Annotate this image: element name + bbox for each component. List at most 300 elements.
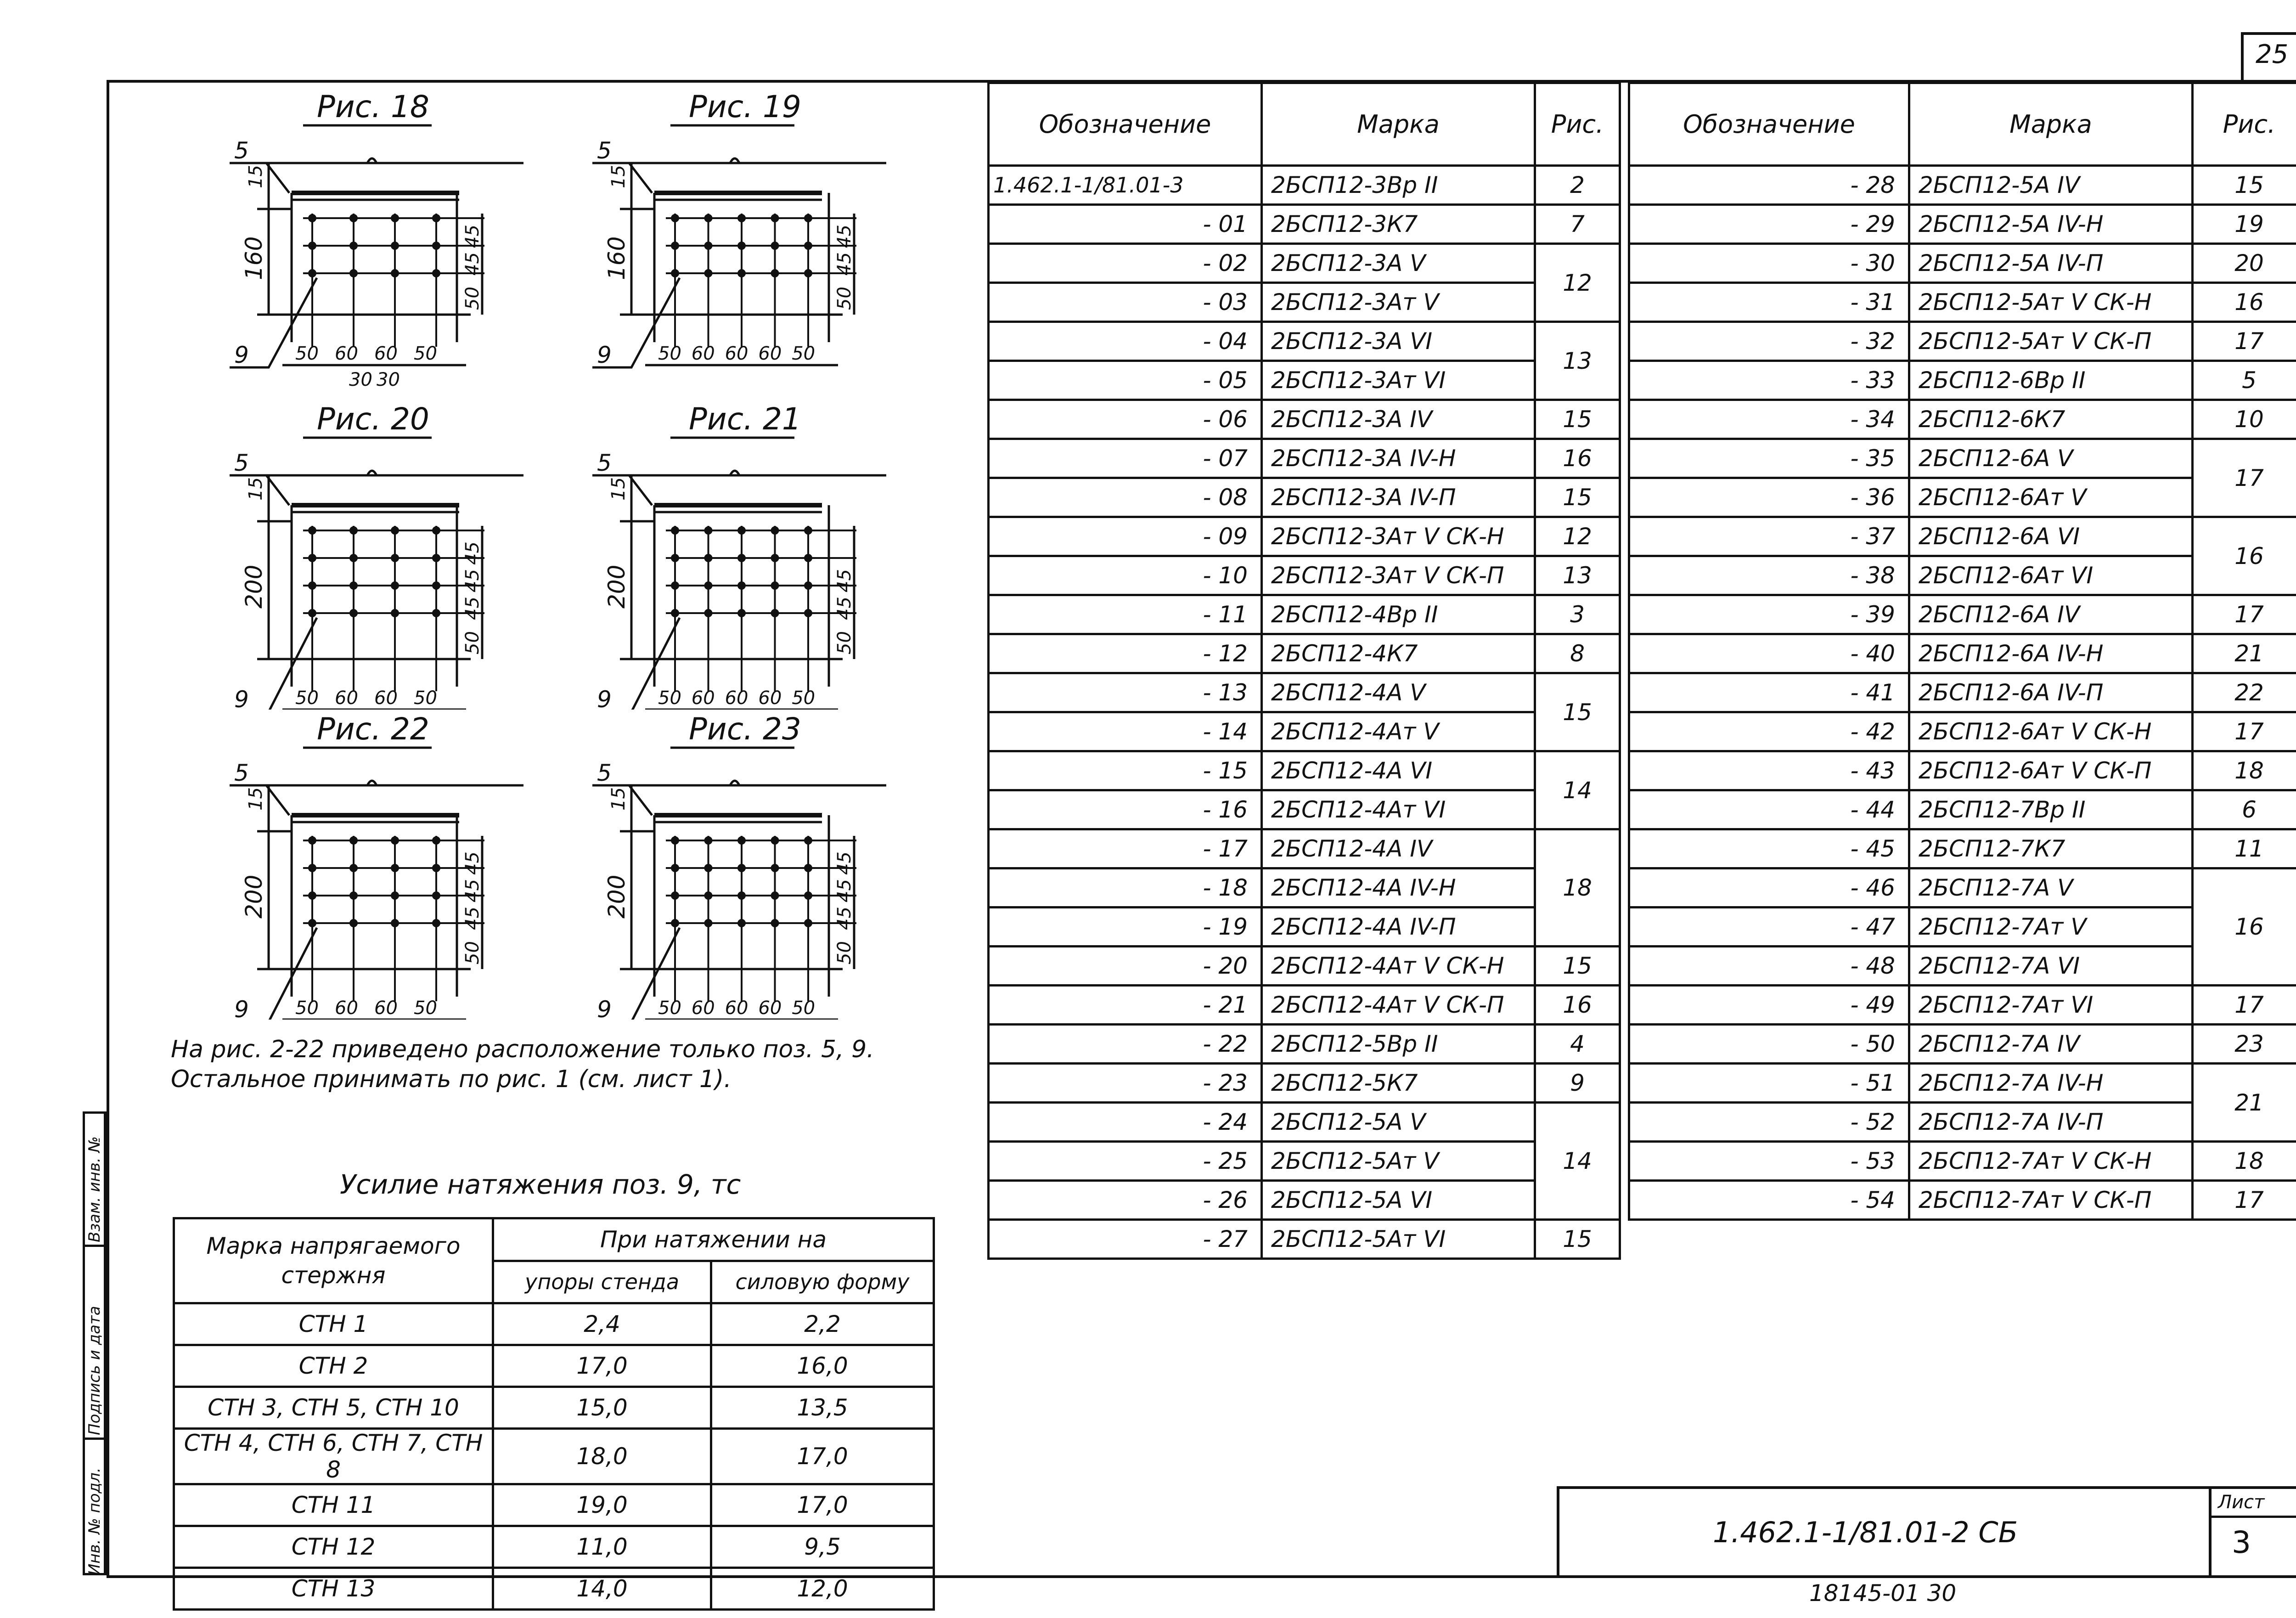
dim-bottom-value: 60: [725, 688, 748, 709]
force-cell-mark: СТН 12: [174, 1526, 493, 1568]
fig-cell: 16: [2193, 283, 2296, 322]
table-row: [989, 205, 1620, 244]
designation-cell: - 26: [989, 1181, 1262, 1220]
designation-cell: - 10: [989, 556, 1262, 595]
mark-cell: 2БСП12-6Ат VI: [1909, 556, 2193, 595]
designation-cell: - 40: [1629, 634, 1909, 673]
figure-title: Рис. 21: [689, 406, 801, 437]
designation-cell: - 14: [989, 712, 1262, 751]
dim-left-main: 160: [603, 236, 630, 280]
mark-cell: 2БСП12-5А IV: [1909, 166, 2193, 205]
force-cell-b: 13,5: [711, 1387, 934, 1429]
force-header-stand: упоры стенда: [493, 1261, 711, 1303]
designation-cell: - 33: [1629, 361, 1909, 400]
fig-cell: 16: [2193, 517, 2296, 595]
pos-label-top: 5: [234, 450, 249, 476]
pos-label-bottom: 9: [234, 686, 249, 710]
force-row: [174, 1303, 934, 1345]
fig-cell: 13: [1535, 556, 1620, 595]
force-cell-mark: СТН 3, СТН 5, СТН 10: [174, 1387, 493, 1429]
table-row: [1629, 790, 2296, 829]
fig-cell: 10: [2193, 400, 2296, 439]
mark-cell: 2БСП12-3А VI: [1262, 322, 1535, 361]
dim-bottom-value: 60: [374, 998, 398, 1019]
mark-cell: 2БСП12-5А V: [1262, 1103, 1535, 1142]
fig-cell: 21: [2193, 634, 2296, 673]
pos-label-bottom: 9: [597, 996, 612, 1020]
force-cell-mark: СТН 4, СТН 6, СТН 7, СТН 8: [174, 1429, 493, 1484]
designation-cell: - 09: [989, 517, 1262, 556]
mark-cell: 2БСП12-4А V: [1262, 673, 1535, 712]
fig-cell: 17: [2193, 322, 2296, 361]
force-cell-a: 17,0: [493, 1345, 711, 1387]
designation-cell: - 36: [1629, 478, 1909, 517]
designation-cell: - 23: [989, 1064, 1262, 1103]
table-row: [1629, 1181, 2296, 1220]
side-stamp-div2: [83, 1245, 107, 1247]
fig-cell: 2: [1535, 166, 1620, 205]
table-row: [989, 361, 1620, 400]
fig-cell: 22: [2193, 673, 2296, 712]
table-row: [989, 1103, 1620, 1142]
dim-bottom-value: 60: [374, 343, 398, 364]
dim-right-value: 45: [462, 597, 483, 620]
pos-label-bottom: 9: [597, 342, 612, 368]
fig-cell: 14: [1535, 1103, 1620, 1220]
table-row: [989, 986, 1620, 1025]
table-row: [989, 1064, 1620, 1103]
force-row: [174, 1429, 934, 1484]
mark-cell: 2БСП12-5А IV-П: [1909, 244, 2193, 283]
designation-cell: - 08: [989, 478, 1262, 517]
designation-cell: - 03: [989, 283, 1262, 322]
designation-cell: - 47: [1629, 908, 1909, 947]
table-row: [989, 283, 1620, 322]
mark-cell: 2БСП12-5Ат V: [1262, 1142, 1535, 1181]
force-header-mark: Марка напрягаемого стержня: [174, 1218, 493, 1303]
mark-cell: 2БСП12-7А IV-П: [1909, 1103, 2193, 1142]
fig-cell: 15: [1535, 673, 1620, 751]
designation-cell: - 46: [1629, 868, 1909, 908]
designation-cell: - 13: [989, 673, 1262, 712]
table-row: [1629, 986, 2296, 1025]
force-cell-a: 18,0: [493, 1429, 711, 1484]
mark-cell: 2БСП12-7К7: [1909, 829, 2193, 868]
mark-cell: 2БСП12-6Ат V СК-П: [1909, 751, 2193, 790]
main-table-left: [987, 82, 1621, 1260]
designation-cell: - 02: [989, 244, 1262, 283]
table-row: [1629, 439, 2296, 478]
mark-cell: 2БСП12-6А V: [1909, 439, 2193, 478]
designation-cell: - 37: [1629, 517, 1909, 556]
dim-right-value: 50: [834, 287, 855, 310]
force-cell-mark: СТН 11: [174, 1484, 493, 1526]
dim-bottom-value: 50: [295, 998, 319, 1019]
dim-bottom-value: 60: [335, 998, 358, 1019]
fig-cell: 11: [2193, 829, 2296, 868]
force-cell-a: 19,0: [493, 1484, 711, 1526]
side-stamp-bar: [104, 1111, 107, 1575]
designation-cell: - 25: [989, 1142, 1262, 1181]
designation-cell: - 49: [1629, 986, 1909, 1025]
mark-cell: 2БСП12-4К7: [1262, 634, 1535, 673]
designation-cell: - 29: [1629, 205, 1909, 244]
mark-cell: 2БСП12-6Ат V: [1909, 478, 2193, 517]
fig-cell: 7: [1535, 205, 1620, 244]
designation-cell: - 53: [1629, 1142, 1909, 1181]
figure-title: Рис. 18: [317, 94, 429, 124]
table-row: [989, 556, 1620, 595]
frame-left: [107, 80, 109, 1578]
force-cell-a: 11,0: [493, 1526, 711, 1568]
figure-6: [537, 716, 886, 1020]
dim-bottom-value: 60: [758, 343, 782, 364]
designation-cell: - 24: [989, 1103, 1262, 1142]
main-table-right: [1628, 82, 2296, 1221]
designation-cell: - 06: [989, 400, 1262, 439]
force-cell-a: 15,0: [493, 1387, 711, 1429]
fig-cell: 16: [2193, 868, 2296, 986]
dim-bottom-value: 60: [725, 998, 748, 1019]
fig-cell: 13: [1535, 322, 1620, 400]
dim-right-value: 45: [834, 879, 855, 902]
fig-cell: 17: [2193, 595, 2296, 634]
table-row: [1629, 595, 2296, 634]
fig-cell: 5: [2193, 361, 2296, 400]
mark-cell: 2БСП12-3Вр II: [1262, 166, 1535, 205]
designation-cell: - 39: [1629, 595, 1909, 634]
dim-right-value: 50: [834, 941, 855, 964]
dim-left-15: 15: [245, 477, 266, 501]
dim-left-main: 200: [241, 564, 267, 609]
pos-label-bottom: 9: [234, 342, 249, 368]
fig-cell: 9: [1535, 1064, 1620, 1103]
mark-cell: 2БСП12-3Ат VI: [1262, 361, 1535, 400]
fig-cell: 15: [1535, 400, 1620, 439]
dim-right-value: 45: [834, 225, 855, 248]
figure-5: [174, 716, 523, 1020]
mark-cell: 2БСП12-5А IV-Н: [1909, 205, 2193, 244]
mark-cell: 2БСП12-3Ат V СК-П: [1262, 556, 1535, 595]
mark-cell: 2БСП12-3А IV-П: [1262, 478, 1535, 517]
designation-cell: - 22: [989, 1025, 1262, 1064]
designation-cell: - 35: [1629, 439, 1909, 478]
force-row: [174, 1484, 934, 1526]
title-block-divider: [2209, 1486, 2212, 1578]
table-row: [989, 908, 1620, 947]
table-row: [1629, 400, 2296, 439]
header-fig-2: Рис.: [2193, 83, 2296, 166]
table-row: [989, 322, 1620, 361]
dim-bottom-value: 50: [414, 343, 437, 364]
force-cell-mark: СТН 1: [174, 1303, 493, 1345]
fig-cell: 15: [1535, 1220, 1620, 1259]
pos-label-top: 5: [597, 137, 612, 164]
dim-left-main: 160: [241, 236, 267, 280]
dim-bottom-value: 60: [691, 998, 715, 1019]
dim-right-value: 50: [834, 631, 855, 654]
force-cell-b: 2,2: [711, 1303, 934, 1345]
mark-cell: 2БСП12-7Ат V СК-П: [1909, 1181, 2193, 1220]
header-mark: Марка: [1262, 83, 1535, 166]
force-cell-a: 14,0: [493, 1568, 711, 1610]
designation-cell: - 05: [989, 361, 1262, 400]
dim-bottom-value: 50: [792, 998, 816, 1019]
mark-cell: 2БСП12-4А IV: [1262, 829, 1535, 868]
mark-cell: 2БСП12-6А IV: [1909, 595, 2193, 634]
dim-right-value: 45: [834, 252, 855, 276]
dim-right-value: 45: [462, 225, 483, 248]
dim-right-value: 45: [834, 569, 855, 592]
dim-right-value: 45: [462, 851, 483, 875]
dim-left-main: 200: [241, 874, 267, 919]
mark-cell: 2БСП12-3А V: [1262, 244, 1535, 283]
fig-cell: 19: [2193, 205, 2296, 244]
dim-bottom-value: 60: [374, 688, 398, 709]
dim-bottom2-value: 30: [377, 369, 400, 390]
side-stamp-label-2: Подпись и дата: [85, 1306, 104, 1435]
mark-cell: 2БСП12-7А IV: [1909, 1025, 2193, 1064]
fig-cell: 15: [2193, 166, 2296, 205]
designation-cell: - 12: [989, 634, 1262, 673]
mark-cell: 2БСП12-5Вр II: [1262, 1025, 1535, 1064]
table-row: [989, 790, 1620, 829]
dim-bottom2-value: 30: [349, 369, 372, 390]
designation-cell: - 44: [1629, 790, 1909, 829]
table-row: [1629, 1064, 2296, 1103]
table-row: [1629, 205, 2296, 244]
designation-cell: - 54: [1629, 1181, 1909, 1220]
fig-cell: 18: [2193, 751, 2296, 790]
table-row: [1629, 751, 2296, 790]
corner-number: 25: [2256, 39, 2289, 69]
dim-right-value: 45: [834, 907, 855, 930]
designation-cell: - 20: [989, 947, 1262, 986]
pos-label-top: 5: [597, 760, 612, 786]
fig-cell: 6: [2193, 790, 2296, 829]
force-row: [174, 1387, 934, 1429]
table-row: [1629, 361, 2296, 400]
designation-cell: - 34: [1629, 400, 1909, 439]
dim-left-main: 200: [603, 564, 630, 609]
dim-left-main: 200: [603, 874, 630, 919]
dim-bottom-value: 60: [335, 343, 358, 364]
table-row: [989, 634, 1620, 673]
title-block-code: 1.462.1-1/81.01-2 СБ: [1713, 1516, 2018, 1549]
dim-bottom-value: 60: [335, 688, 358, 709]
header-designation: Обозначение: [989, 83, 1262, 166]
dim-right-value: 45: [462, 907, 483, 930]
table-row: [989, 1142, 1620, 1181]
dim-right-value: 45: [834, 597, 855, 620]
table-row: [1629, 829, 2296, 868]
mark-cell: 2БСП12-5К7: [1262, 1064, 1535, 1103]
side-stamp-label-3: Взам. инв. №: [85, 1136, 104, 1242]
mark-cell: 2БСП12-7А V: [1909, 868, 2193, 908]
pos-label-top: 5: [234, 760, 249, 786]
designation-cell: - 07: [989, 439, 1262, 478]
designation-cell: - 41: [1629, 673, 1909, 712]
force-cell-b: 12,0: [711, 1568, 934, 1610]
table-row: [1629, 1142, 2296, 1181]
table-row: [989, 478, 1620, 517]
dim-bottom-value: 60: [725, 343, 748, 364]
fig-cell: 12: [1535, 244, 1620, 322]
table-row: [989, 595, 1620, 634]
mark-cell: 2БСП12-6А IV-Н: [1909, 634, 2193, 673]
note-line-1: На рис. 2-22 приведено расположение только поз. 5, 9.: [171, 1036, 874, 1063]
mark-cell: 2БСП12-7Ат VI: [1909, 986, 2193, 1025]
mark-cell: 2БСП12-3А IV-Н: [1262, 439, 1535, 478]
fig-cell: 18: [1535, 829, 1620, 947]
mark-cell: 2БСП12-7Ат V: [1909, 908, 2193, 947]
dim-left-15: 15: [608, 787, 629, 811]
table-row: [989, 1025, 1620, 1064]
side-stamp-label-1: Инв. № подл.: [85, 1467, 104, 1575]
fig-cell: 17: [2193, 712, 2296, 751]
mark-cell: 2БСП12-6А IV-П: [1909, 673, 2193, 712]
designation-cell: - 45: [1629, 829, 1909, 868]
dim-bottom-value: 50: [295, 688, 319, 709]
fig-cell: 3: [1535, 595, 1620, 634]
dim-bottom-value: 50: [414, 998, 437, 1019]
mark-cell: 2БСП12-3Ат V СК-Н: [1262, 517, 1535, 556]
figure-3: [174, 406, 523, 710]
mark-cell: 2БСП12-7Вр II: [1909, 790, 2193, 829]
mark-cell: 2БСП12-7А VI: [1909, 947, 2193, 986]
fig-cell: 21: [2193, 1064, 2296, 1142]
force-row: [174, 1345, 934, 1387]
dim-left-15: 15: [245, 165, 266, 188]
force-cell-b: 17,0: [711, 1429, 934, 1484]
mark-cell: 2БСП12-4А VI: [1262, 751, 1535, 790]
table-row: [1629, 634, 2296, 673]
designation-cell: - 19: [989, 908, 1262, 947]
force-header-form: силовую форму: [711, 1261, 934, 1303]
designation-cell: - 17: [989, 829, 1262, 868]
header-mark-2: Марка: [1909, 83, 2193, 166]
dim-bottom-value: 50: [658, 998, 681, 1019]
figure-1: [174, 94, 523, 397]
mark-cell: 2БСП12-4Вр II: [1262, 595, 1535, 634]
dim-right-value: 50: [462, 941, 483, 964]
designation-cell: - 11: [989, 595, 1262, 634]
fig-cell: 17: [2193, 439, 2296, 517]
fig-cell: 17: [2193, 1181, 2296, 1220]
designation-cell: - 28: [1629, 166, 1909, 205]
table-row: [989, 439, 1620, 478]
figure-title: Рис. 23: [689, 716, 801, 747]
table-row: [989, 400, 1620, 439]
mark-cell: 2БСП12-6Ат V СК-Н: [1909, 712, 2193, 751]
designation-cell: - 51: [1629, 1064, 1909, 1103]
table-row: [1629, 868, 2296, 908]
mark-cell: 2БСП12-4А IV-Н: [1262, 868, 1535, 908]
dim-left-15: 15: [608, 165, 629, 188]
mark-cell: 2БСП12-6А VI: [1909, 517, 2193, 556]
table-row: [1629, 283, 2296, 322]
designation-cell: 1.462.1-1/81.01-3: [989, 166, 1262, 205]
header-fig: Рис.: [1535, 83, 1620, 166]
force-table-title: Усилие натяжения поз. 9, тс: [340, 1169, 741, 1200]
fig-cell: 4: [1535, 1025, 1620, 1064]
designation-cell: - 18: [989, 868, 1262, 908]
figure-title: Рис. 20: [317, 406, 429, 437]
fig-cell: 18: [2193, 1142, 2296, 1181]
mark-cell: 2БСП12-7А IV-Н: [1909, 1064, 2193, 1103]
dim-bottom-value: 50: [414, 688, 437, 709]
title-block-sheet-label: Лист: [2218, 1492, 2265, 1513]
fig-cell: 15: [1535, 478, 1620, 517]
mark-cell: 2БСП12-7Ат V СК-Н: [1909, 1142, 2193, 1181]
fig-cell: 23: [2193, 1025, 2296, 1064]
designation-cell: - 32: [1629, 322, 1909, 361]
side-stamp-div1: [83, 1438, 107, 1440]
title-block-sheet-number: 3: [2232, 1525, 2251, 1560]
dim-right-value: 45: [462, 252, 483, 276]
dim-right-value: 50: [462, 631, 483, 654]
pos-label-top: 5: [597, 450, 612, 476]
note-line-2: Остальное принимать по рис. 1 (см. лист 1).: [171, 1066, 732, 1093]
mark-cell: 2БСП12-4А IV-П: [1262, 908, 1535, 947]
mark-cell: 2БСП12-4Ат VI: [1262, 790, 1535, 829]
dim-bottom-value: 50: [792, 343, 816, 364]
pos-label-bottom: 9: [597, 686, 612, 710]
table-row: [989, 947, 1620, 986]
table-row: [989, 1220, 1620, 1259]
mark-cell: 2БСП12-4Ат V: [1262, 712, 1535, 751]
table-row: [989, 829, 1620, 868]
mark-cell: 2БСП12-6К7: [1909, 400, 2193, 439]
dim-bottom-value: 60: [758, 688, 782, 709]
force-cell-mark: СТН 2: [174, 1345, 493, 1387]
force-cell-a: 2,4: [493, 1303, 711, 1345]
table-row: [989, 1181, 1620, 1220]
mark-cell: 2БСП12-4Ат V СК-П: [1262, 986, 1535, 1025]
force-cell-b: 9,5: [711, 1526, 934, 1568]
dim-bottom-value: 50: [295, 343, 319, 364]
designation-cell: - 15: [989, 751, 1262, 790]
dim-bottom-value: 60: [691, 343, 715, 364]
dim-bottom-value: 60: [691, 688, 715, 709]
header-designation-2: Обозначение: [1629, 83, 1909, 166]
fig-cell: 16: [1535, 439, 1620, 478]
dim-bottom-value: 50: [658, 688, 681, 709]
table-row: [989, 868, 1620, 908]
table-row: [1629, 673, 2296, 712]
designation-cell: - 21: [989, 986, 1262, 1025]
mark-cell: 2БСП12-5А VI: [1262, 1181, 1535, 1220]
designation-cell: - 38: [1629, 556, 1909, 595]
force-row: [174, 1568, 934, 1610]
mark-cell: 2БСП12-5Ат VI: [1262, 1220, 1535, 1259]
title-block-sheet-divider: [2209, 1516, 2296, 1518]
pos-label-bottom: 9: [234, 996, 249, 1020]
mark-cell: 2БСП12-5Ат V СК-Н: [1909, 283, 2193, 322]
bottom-stamp: 18145-01 30: [1809, 1580, 1957, 1607]
fig-cell: 16: [1535, 986, 1620, 1025]
fig-cell: 20: [2193, 244, 2296, 283]
designation-cell: - 16: [989, 790, 1262, 829]
table-row: [1629, 322, 2296, 361]
table-row: [989, 712, 1620, 751]
force-header-group: При натяжении на: [493, 1218, 934, 1261]
table-row: [989, 751, 1620, 790]
fig-cell: 15: [1535, 947, 1620, 986]
pos-label-top: 5: [234, 137, 249, 164]
table-row: [1629, 517, 2296, 556]
dim-left-15: 15: [608, 477, 629, 501]
